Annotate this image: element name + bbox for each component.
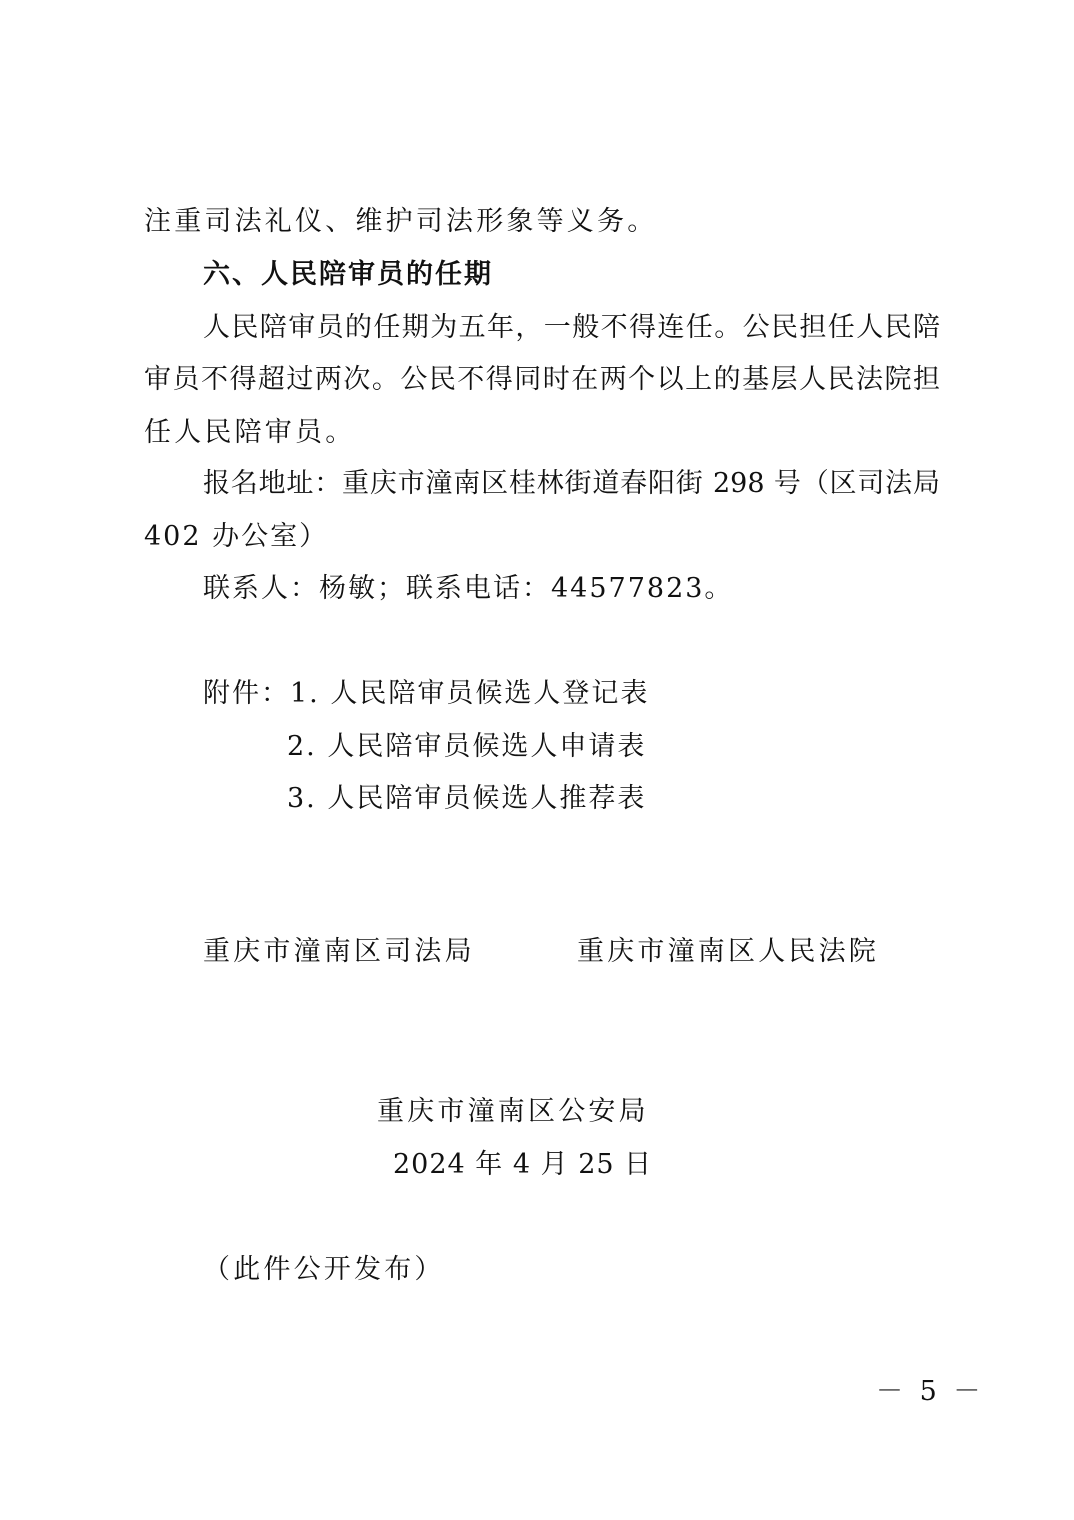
contact-line: 联系人：杨敏；联系电话：44577823。: [203, 573, 734, 604]
signature-justice-bureau: 重庆市潼南区司法局: [203, 936, 475, 967]
term-paragraph-line-2: 审员不得超过两次。公民不得同时在两个以上的基层人民法院担: [144, 364, 940, 395]
attachment-item-2: 2. 人民陪审员候选人申请表: [287, 731, 647, 762]
address-line-1: 报名地址：重庆市潼南区桂林街道春阳街 298 号（区司法局: [203, 468, 940, 499]
term-paragraph-line-1: 人民陪审员的任期为五年，一般不得连任。公民担任人民陪: [203, 312, 940, 343]
section-heading-term: 六、人民陪审员的任期: [203, 259, 493, 290]
body-line-obligations: 注重司法礼仪、维护司法形象等义务。: [144, 206, 658, 237]
term-paragraph-line-3: 任人民陪审员。: [144, 417, 356, 448]
attachment-item-3: 3. 人民陪审员候选人推荐表: [287, 783, 647, 814]
page-number: － 5 －: [876, 1376, 985, 1407]
publish-note: （此件公开发布）: [203, 1254, 445, 1285]
signature-court: 重庆市潼南区人民法院: [577, 936, 879, 967]
issue-date: 2024 年 4 月 25 日: [393, 1149, 653, 1180]
attachment-item-1: 附件：1. 人民陪审员候选人登记表: [203, 678, 650, 709]
signature-police-bureau: 重庆市潼南区公安局: [377, 1096, 649, 1127]
address-line-2: 402 办公室）: [144, 521, 329, 552]
